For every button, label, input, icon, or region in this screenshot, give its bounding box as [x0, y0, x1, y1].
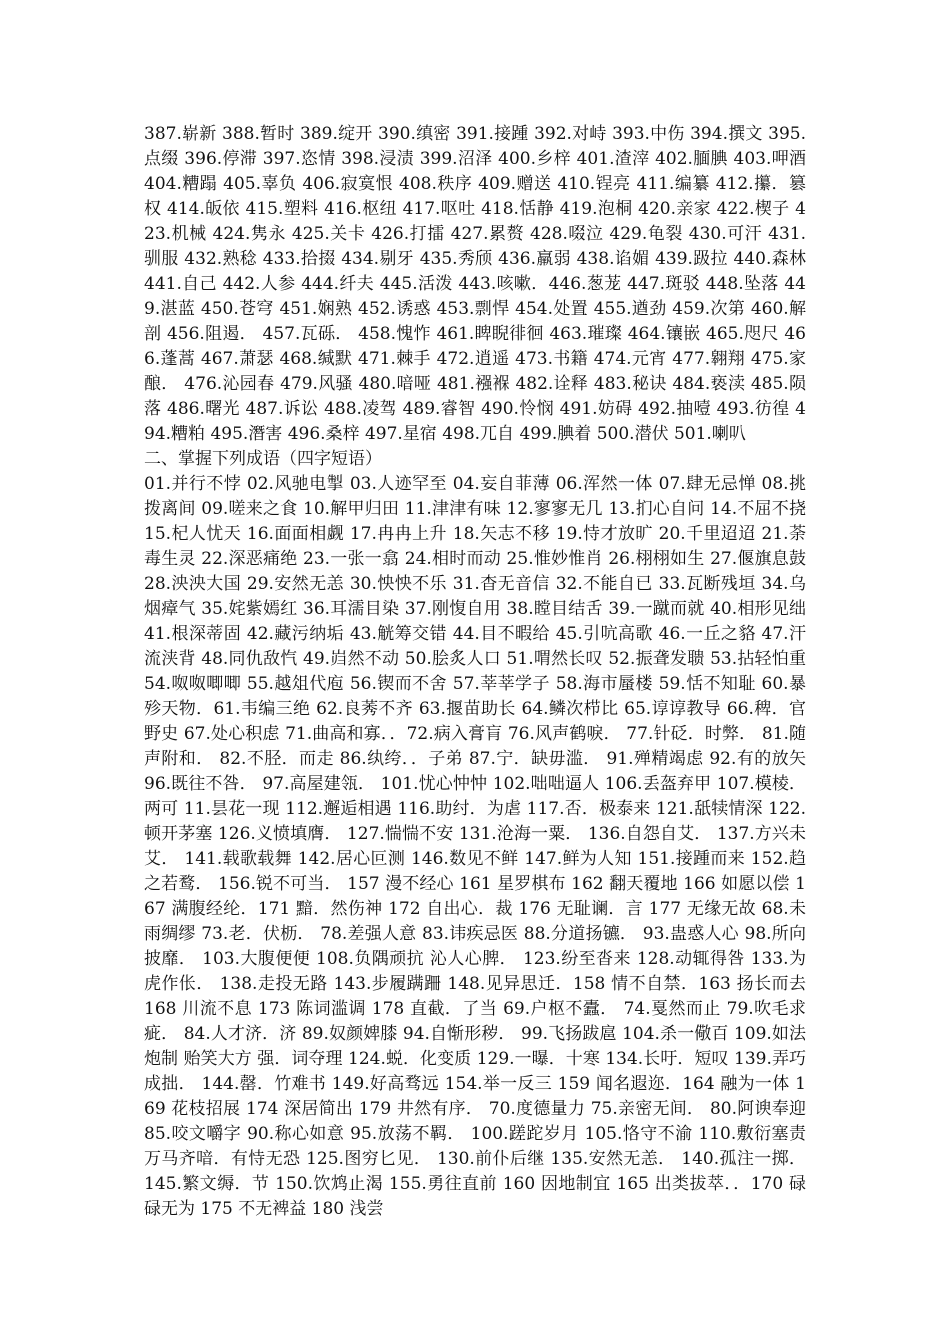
- idiom-list: 01.并行不悖 02.风驰电掣 03.人迹罕至 04.妄自菲薄 06.浑然一体 07.肆无忌惮 08.挑拨离间 09.嗟来之食 10.解甲归田 11.津津有味 12.寥寥无几 13.扪心自问 14.不屈不挠 15.杞人忧天 16.面面相觑 17.冉冉上升 18.矢志不移 19.恃才放旷 20.千里迢迢 21.荼毒生灵 22.深恶痛绝 23.一张一翕 24.相时而动 25.惟妙惟肖 26.栩栩如生 27.偃旗息鼓 28.泱泱大国 29.安然无恙 30.怏怏不乐 31.杳无音信 32.不能自已 33.瓦断残垣 34.乌烟瘴气 35.姹紫嫣红 36.耳濡目染 37.刚愎自用 38.瞠目结舌 39.一蹴而就 40.相形见绌 41.根深蒂固 42.藏污纳垢 43.觥筹交错 44.目不暇给 45.引吭高歌 46.一丘之貉 47.汗流浃背 48.同仇敌忾 49.岿然不动 50.脍炙人口 51.喟然长叹 52.振聋发聩 53.拈轻怕重 54.呶呶唧唧 55.越俎代庖 56.锲而不舍 57.莘莘学子 58.海市蜃楼 59.恬不知耻 60.暴殄天物．61.韦编三绝 62.良莠不齐 63.揠苗助长 64.鳞次栉比 65.谆谆教导 66.稗．官野史 67.处心积虑 71.曲高和寡．．72.病入膏肓 76.风声鹤唳． 77.针砭．时弊． 81.随声附和． 82.不胫．而走 86.纨绔．．子弟 87.宁．缺毋滥． 91.殚精竭虑 92.有的放矢 96.既往不咎． 97.高屋建瓴． 101.忧心忡忡 102.咄咄逼人 106.丢盔弃甲 107.模棱．两可 11.昙花一现 112.邂逅相遇 116.助纣．为虐 117.否．极泰来 121.舐犊情深 122.顿开茅塞 126.义愤填膺． 127.惴惴不安 131.沧海一粟． 136.自怨自艾． 137.方兴未艾． 141.载歌载舞 142.居心叵测 146.数见不鲜 147.鲜为人知 151.接踵而来 152.趋之若鹜． 156.锐不可当． 157 漫不经心 161 星罗棋布 162 翻天覆地 166 如愿以偿 167 满腹经纶．171 黯．然伤神 172 自出心．裁 176 无耻谰．言 177 无缘无故 68.未雨绸缪 73.老．伏枥． 78.差强人意 83.讳疾忌医 88.分道扬镳． 93.蛊惑人心 98.所向披靡． 103.大腹便便 108.负隅顽抗 沁人心脾． 123.纷至沓来 128.动辄得咎 133.为虎作伥． 138.走投无路 143.步履蹒跚 148.见异思迁．158 情不自禁．163 扬长而去 168 川流不息 173 陈词滥调 178 直截．了当 69.户枢不蠹． 74.戛然而止 79.吹毛求疵． 84.人才济．济 89.奴颜婢膝 94.自惭形秽． 99.飞扬跋扈 104.杀一儆百 109.如法炮制 贻笑大方 强．词夺理 124.蜕．化变质 129.一曝．十寒 134.长吁．短叹 139.弄巧成拙． 144.罄．竹难书 149.好高骛远 154.举一反三 159 闻名遐迩．164 融为一体 169 花枝招展 174 深居简出 179 井然有序． 70.度德量力 75.亲密无间． 80.阿谀奉迎 85.咬文嚼字 90.称心如意 95.放荡不羁． 100.蹉跎岁月 105.恪守不渝 110.敷衍塞责 万马齐喑．有恃无恐 125.图穷匕见． 130.前仆后继 135.安然无恙． 140.孤注一掷． 145.繁文缛．节 150.饮鸩止渴 155.勇往直前 160 因地制宜 165 出类拔萃．．170 碌碌无为 175 不无裨益 180 浅尝: [144, 474, 806, 1219]
- document-page: [144, 122, 806, 1222]
- section-heading-idioms: 二、掌握下列成语（四字短语）: [144, 449, 382, 469]
- vocabulary-list: 387.崭新 388.暂时 389.绽开 390.缜密 391.接踵 392.对峙 393.中伤 394.撰文 395.点缀 396.停滞 397.恣情 398.浸渍 399.沼泽 400.乡梓 401.渣滓 402.腼腆 403.呷酒 404.糟蹋 405.辜负 406.寂寞恨 408.秩序 409.赠送 410.锃亮 411.编纂 412.攥．篡权 414.皈依 415.塑料 416.枢纽 417.呕吐 418.恬静 419.泡桐 420.亲家 422.楔子 423.机械 424.隽永 425.关卡 426.打擂 427.累赘 428.啜泣 429.龟裂 430.可汗 431.驯服 432.熟稔 433.拾掇 434.剔牙 435.秀颀 436.羸弱 438.谄媚 439.趿拉 440.森林 441.自己 442.人参 444.纤夫 445.活泼 443.咳嗽．446.葱茏 447.斑驳 448.坠落 449.湛蓝 450.苍穹 451.娴熟 452.诱惑 453.剽悍 454.处置 455.遒劲 459.次第 460.解剖 456.阻遏． 457.瓦砾． 458.愧怍 461.睥睨徘徊 463.璀璨 464.镶嵌 465.咫尺 466.蓬蒿 467.萧瑟 468.缄默 471.棘手 472.逍遥 473.书籍 474.元宵 477.翱翔 475.家酿． 476.沁园春 479.风骚 480.喑哑 481.襁褓 482.诠释 483.秘诀 484.亵渎 485.陨落 486.曙光 487.诉讼 488.凌驾 489.睿智 490.怜悯 491.妨碍 492.抽噎 493.彷徨 494.糟粕 495.潛害 496.桑梓 497.星宿 498.兀自 499.腆着 500.潜伏 501.喇叭: [144, 124, 806, 444]
